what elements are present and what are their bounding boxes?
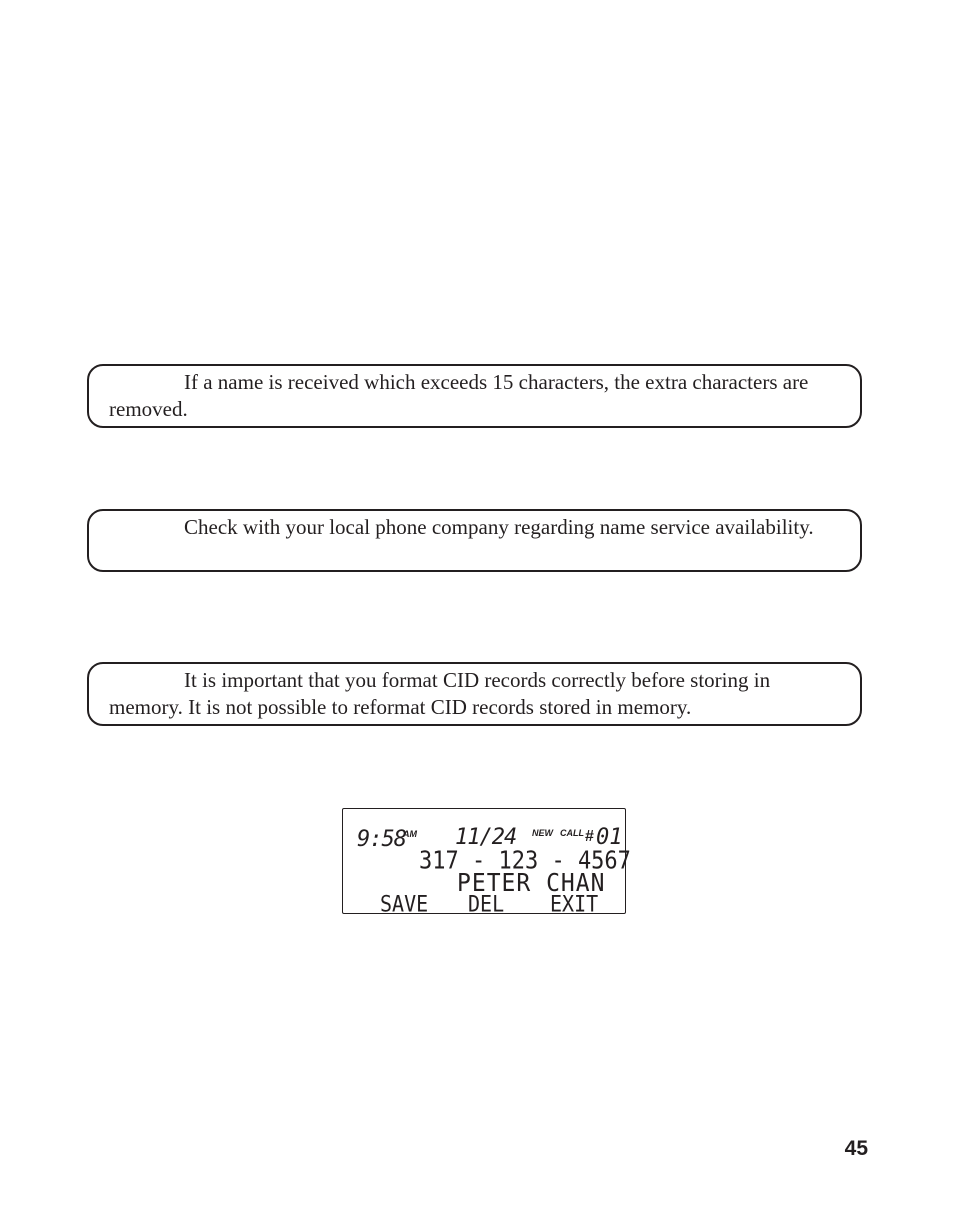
lcd-softkey-del: DEL [468,890,505,918]
note-text: Check with your local phone company regarding name service availability. [184,515,814,539]
lcd-display-illustration [342,808,631,918]
note-box-name-service [87,509,862,572]
page-number: 45 [844,1137,868,1160]
lcd-date: 11/24 [455,825,517,850]
lcd-record-number: 01 [596,825,623,850]
lcd-time: 9:58 [357,827,406,852]
lcd-hash-symbol: # [585,828,594,845]
note-text: It is important that you format CID records correctly before storing in memory. It is not possible to reformat CID records stored in memory. [109,668,771,719]
lcd-softkey-exit: EXIT [550,890,599,918]
lcd-caller-name: PETER CHAN [457,868,606,898]
note-text: If a name is received which exceeds 15 characters, the extra characters are removed. [109,370,809,421]
lcd-call-indicator: CALL [560,828,584,838]
note-box-format-cid [87,662,862,726]
lcd-phone-number: 317 - 123 - 4567 [419,846,631,876]
lcd-ampm-indicator: AM [403,829,417,839]
note-box-name-length [87,364,862,428]
lcd-new-indicator: NEW [532,828,553,838]
lcd-softkey-save: SAVE [380,890,429,918]
